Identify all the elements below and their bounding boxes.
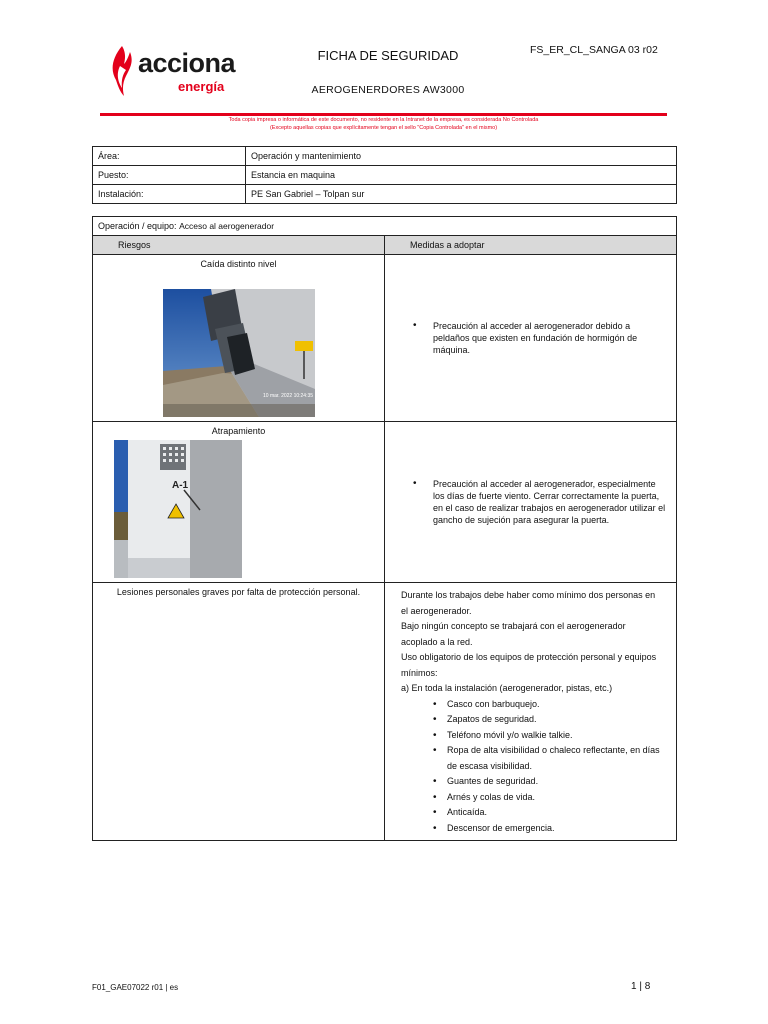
risk-cell	[93, 583, 385, 841]
risk-row	[93, 422, 677, 583]
info-label: Área:	[93, 147, 246, 166]
measures-list	[405, 478, 668, 526]
info-value: Estancia en maquina	[246, 166, 677, 185]
risk-name: Caída distinto nivel	[200, 259, 277, 269]
risk-row	[93, 583, 677, 841]
measure-paragraph: Uso obligatorio de los equipos de protección personal y equipos mínimos:	[401, 652, 657, 678]
operation-cell	[93, 217, 677, 236]
control-note-exception: (Excepto aquellas copias que explícitamente tengan el sello "Copia Controlada" en el mismo)	[269, 125, 498, 131]
ppe-item: • Ropa de alta visibilidad o chaleco reflectante, en días de escasa visibilidad.	[447, 743, 664, 774]
info-value: Operación y mantenimiento	[246, 147, 677, 166]
table-header-row	[93, 236, 677, 255]
document-code: FS_ER_CL_SANGA 03 r02	[530, 44, 658, 56]
ppe-item: • Anticaída.	[447, 805, 664, 821]
ppe-item: • Casco con barbuquejo.	[447, 697, 664, 713]
risk-cell	[93, 255, 385, 422]
photo-timestamp: 10 mar. 2022 10:24:35	[262, 393, 313, 399]
document-title: FICHA DE SEGURIDAD	[317, 48, 459, 63]
logo-wordmark: acciona	[138, 48, 236, 78]
logo-subtitle: energía	[178, 79, 225, 94]
risk-name: Atrapamiento	[211, 426, 266, 436]
info-row-area	[93, 147, 677, 166]
measures-cell	[385, 255, 677, 422]
measure-item: • Precaución al acceder al aerogenerador debido a peldaños que existen en fundación de hormigón de máquina.	[433, 320, 668, 356]
acciona-logo	[108, 44, 236, 98]
column-header-measures: Medidas a adoptar	[385, 236, 677, 255]
footer-document-ref: F01_GAE07022 r01 | es	[92, 983, 179, 992]
ppe-item: • Zapatos de seguridad.	[447, 712, 664, 728]
measure-item: • Precaución al acceder al aerogenerador, especialmente los días de fuerte viento. Cerrar correctamente la puerta, en el caso de realizar trabajos en aerogenerador utilizar el gancho de sujeción para asegurar la puerta.	[433, 478, 668, 526]
info-label: Puesto:	[93, 166, 246, 185]
measures-list	[405, 320, 668, 356]
info-table	[92, 146, 677, 204]
ppe-item: • Descensor de emergencia.	[447, 821, 664, 837]
ppe-item: • Teléfono móvil y/o walkie talkie.	[447, 728, 664, 744]
info-value: PE San Gabriel – Tolpan sur	[246, 185, 677, 204]
photo-door-label: A-1	[172, 480, 189, 491]
operation-value: Acceso al aerogenerador	[179, 221, 275, 231]
ppe-item: • Guantes de seguridad.	[447, 774, 664, 790]
operation-row	[93, 217, 677, 236]
measure-paragraph: Durante los trabajos debe haber como mínimo dos personas en el aerogenerador.	[401, 590, 656, 616]
info-label: Instalación:	[93, 185, 246, 204]
info-row-puesto	[93, 166, 677, 185]
info-row-instalacion	[93, 185, 677, 204]
risk-table	[92, 216, 677, 841]
control-note: Toda copia impresa o informática de este documento, no residente en la Intranet de la empresa, es considerada No Controlada	[228, 117, 539, 123]
risk-name: Lesiones personales graves por falta de protección personal.	[116, 587, 361, 597]
ppe-list	[401, 697, 664, 837]
ppe-item: • Arnés y colas de vida.	[447, 790, 664, 806]
header-divider	[100, 113, 667, 116]
measure-paragraph: a) En toda la instalación (aerogenerador, pistas, etc.)	[401, 683, 613, 693]
measure-paragraph: Bajo ningún concepto se trabajará con el aerogenerador acoplado a la red.	[401, 621, 626, 647]
operation-label: Operación / equipo:	[98, 221, 177, 231]
acciona-flame-icon	[108, 44, 138, 98]
measures-cell	[385, 422, 677, 583]
measures-cell	[385, 583, 677, 841]
column-header-risks: Riesgos	[93, 236, 385, 255]
wind-turbine-base-photo	[163, 289, 315, 417]
risk-cell	[93, 422, 385, 583]
risk-row	[93, 255, 677, 422]
page-number: 1 | 8	[631, 981, 651, 992]
document-subtitle: AEROGENERDORES AW3000	[311, 84, 465, 96]
turbine-door-photo	[114, 440, 242, 578]
